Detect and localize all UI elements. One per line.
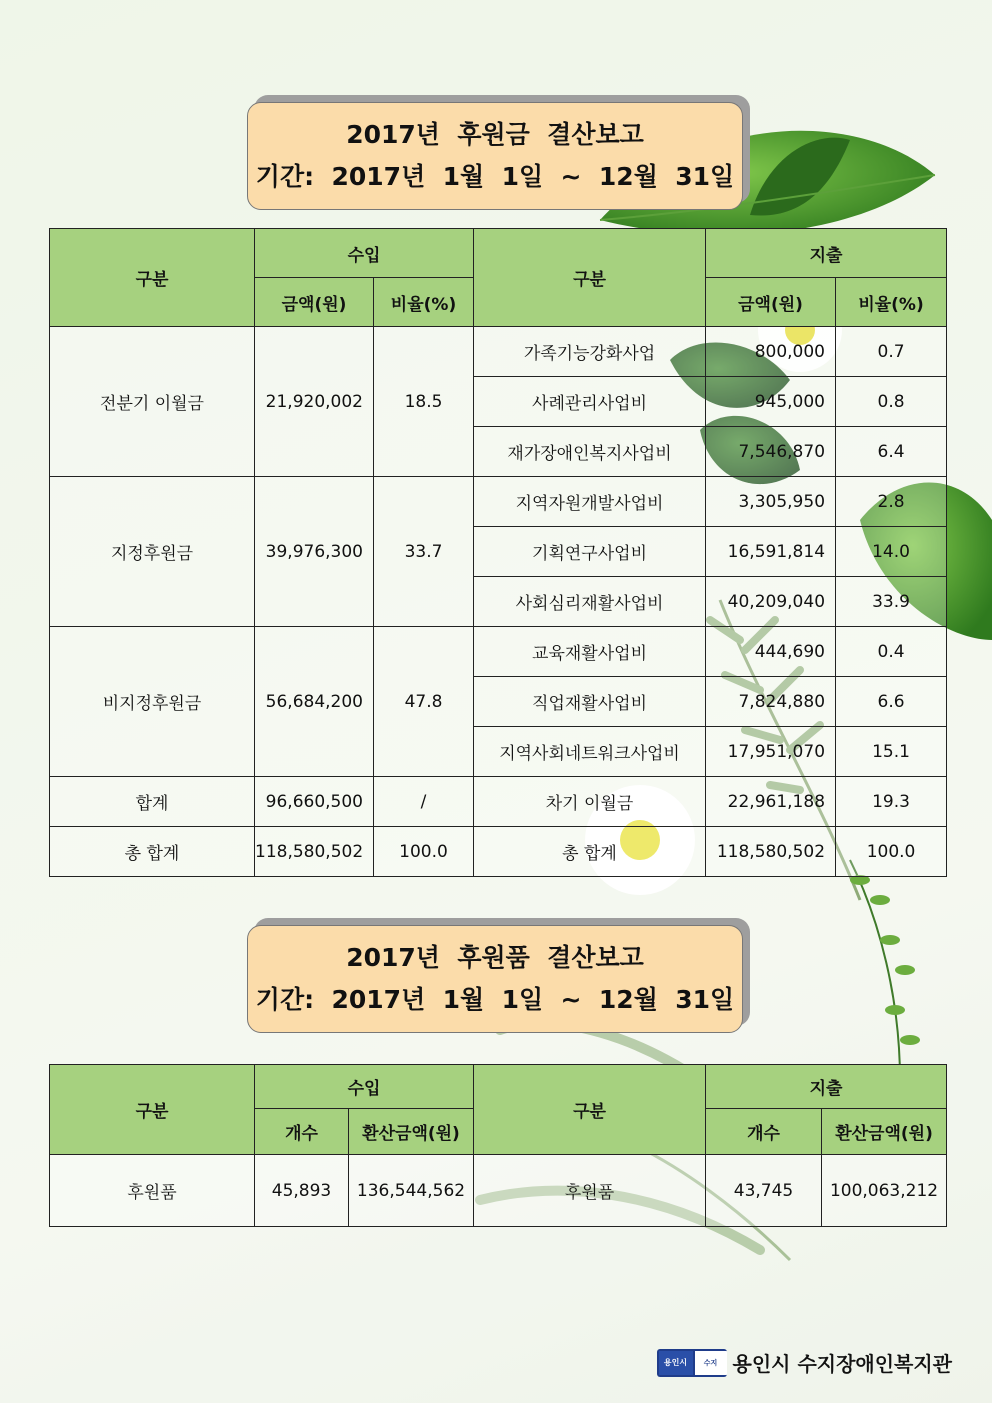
subtotal-row bbox=[50, 777, 947, 827]
expense-label: 기획연구사업비 bbox=[474, 527, 706, 577]
income-header: 수입 bbox=[255, 1065, 474, 1109]
donation-report-table bbox=[49, 228, 947, 877]
income-ratio-header: 비율(%) bbox=[374, 278, 474, 327]
table-row bbox=[50, 1155, 947, 1227]
donation-report-title-box bbox=[247, 102, 743, 210]
expense-category-header: 구분 bbox=[474, 229, 706, 327]
expense-header: 지출 bbox=[706, 1065, 947, 1109]
income-amount-header: 금액(원) bbox=[255, 278, 374, 327]
total-row bbox=[50, 827, 947, 877]
expense-ratio: 0.4 bbox=[836, 627, 947, 677]
goods-report-period: 기간: 2017년 1월 1일 ~ 12월 31일 bbox=[255, 985, 735, 1014]
donation-report-period: 기간: 2017년 1월 1일 ~ 12월 31일 bbox=[255, 162, 735, 191]
expense-ratio: 0.8 bbox=[836, 377, 947, 427]
income-amount: 39,976,300 bbox=[255, 477, 374, 627]
expense-label: 가족기능강화사업 bbox=[474, 327, 706, 377]
expense-category-header: 구분 bbox=[474, 1065, 706, 1155]
expense-ratio: 6.4 bbox=[836, 427, 947, 477]
income-amount: 56,684,200 bbox=[255, 627, 374, 777]
expense-total-ratio: 100.0 bbox=[836, 827, 947, 877]
goods-report-title: 2017년 후원품 결산보고 bbox=[346, 943, 644, 972]
carryover-amount: 22,961,188 bbox=[706, 777, 836, 827]
expense-value-header: 환산금액(원) bbox=[822, 1109, 947, 1155]
donation-report-title: 2017년 후원금 결산보고 bbox=[346, 120, 644, 149]
expense-amount: 40,209,040 bbox=[706, 577, 836, 627]
income-header: 수입 bbox=[255, 229, 474, 278]
goods-report-table bbox=[49, 1064, 947, 1227]
expense-ratio-header: 비율(%) bbox=[836, 278, 947, 327]
goods-report-title-box bbox=[247, 925, 743, 1033]
expense-amount-header: 금액(원) bbox=[706, 278, 836, 327]
expense-label: 지역자원개발사업비 bbox=[474, 477, 706, 527]
goods-income-label: 후원품 bbox=[50, 1155, 255, 1227]
logo-right-text: 수지 bbox=[695, 1351, 727, 1375]
income-category-header: 구분 bbox=[50, 229, 255, 327]
table-row bbox=[50, 327, 947, 377]
total-label: 총 합계 bbox=[50, 827, 255, 877]
goods-expense-value: 100,063,212 bbox=[822, 1155, 947, 1227]
carryover-ratio: 19.3 bbox=[836, 777, 947, 827]
expense-ratio: 2.8 bbox=[836, 477, 947, 527]
income-ratio: 33.7 bbox=[374, 477, 474, 627]
subtotal-amount: 96,660,500 bbox=[255, 777, 374, 827]
expense-ratio: 6.6 bbox=[836, 677, 947, 727]
expense-ratio: 14.0 bbox=[836, 527, 947, 577]
expense-ratio: 33.9 bbox=[836, 577, 947, 627]
expense-amount: 16,591,814 bbox=[706, 527, 836, 577]
total-ratio: 100.0 bbox=[374, 827, 474, 877]
subtotal-ratio: / bbox=[374, 777, 474, 827]
carryover-label: 차기 이월금 bbox=[474, 777, 706, 827]
goods-income-value: 136,544,562 bbox=[349, 1155, 474, 1227]
income-label: 지정후원금 bbox=[50, 477, 255, 627]
expense-total-amount: 118,580,502 bbox=[706, 827, 836, 877]
expense-label: 지역사회네트워크사업비 bbox=[474, 727, 706, 777]
income-category-header: 구분 bbox=[50, 1065, 255, 1155]
expense-ratio: 0.7 bbox=[836, 327, 947, 377]
total-amount: 118,580,502 bbox=[255, 827, 374, 877]
expense-amount: 7,546,870 bbox=[706, 427, 836, 477]
logo-left-text: 용인시 bbox=[659, 1351, 693, 1375]
income-ratio: 18.5 bbox=[374, 327, 474, 477]
goods-expense-count: 43,745 bbox=[706, 1155, 822, 1227]
expense-amount: 444,690 bbox=[706, 627, 836, 677]
expense-total-label: 총 합계 bbox=[474, 827, 706, 877]
expense-label: 사회심리재활사업비 bbox=[474, 577, 706, 627]
table-row bbox=[50, 477, 947, 527]
expense-amount: 800,000 bbox=[706, 327, 836, 377]
income-ratio: 47.8 bbox=[374, 627, 474, 777]
income-label: 비지정후원금 bbox=[50, 627, 255, 777]
goods-expense-label: 후원품 bbox=[474, 1155, 706, 1227]
expense-amount: 945,000 bbox=[706, 377, 836, 427]
expense-amount: 3,305,950 bbox=[706, 477, 836, 527]
expense-count-header: 개수 bbox=[706, 1109, 822, 1155]
income-amount: 21,920,002 bbox=[255, 327, 374, 477]
organization-name: 용인시 수지장애인복지관 bbox=[732, 1352, 952, 1376]
subtotal-label: 합계 bbox=[50, 777, 255, 827]
expense-label: 직업재활사업비 bbox=[474, 677, 706, 727]
footer-organization bbox=[657, 1348, 952, 1377]
table-row bbox=[50, 627, 947, 677]
goods-income-count: 45,893 bbox=[255, 1155, 349, 1227]
expense-label: 교육재활사업비 bbox=[474, 627, 706, 677]
income-value-header: 환산금액(원) bbox=[349, 1109, 474, 1155]
expense-label: 재가장애인복지사업비 bbox=[474, 427, 706, 477]
organization-logo bbox=[657, 1349, 727, 1377]
expense-ratio: 15.1 bbox=[836, 727, 947, 777]
expense-amount: 17,951,070 bbox=[706, 727, 836, 777]
expense-label: 사례관리사업비 bbox=[474, 377, 706, 427]
expense-amount: 7,824,880 bbox=[706, 677, 836, 727]
income-label: 전분기 이월금 bbox=[50, 327, 255, 477]
expense-header: 지출 bbox=[706, 229, 947, 278]
income-count-header: 개수 bbox=[255, 1109, 349, 1155]
